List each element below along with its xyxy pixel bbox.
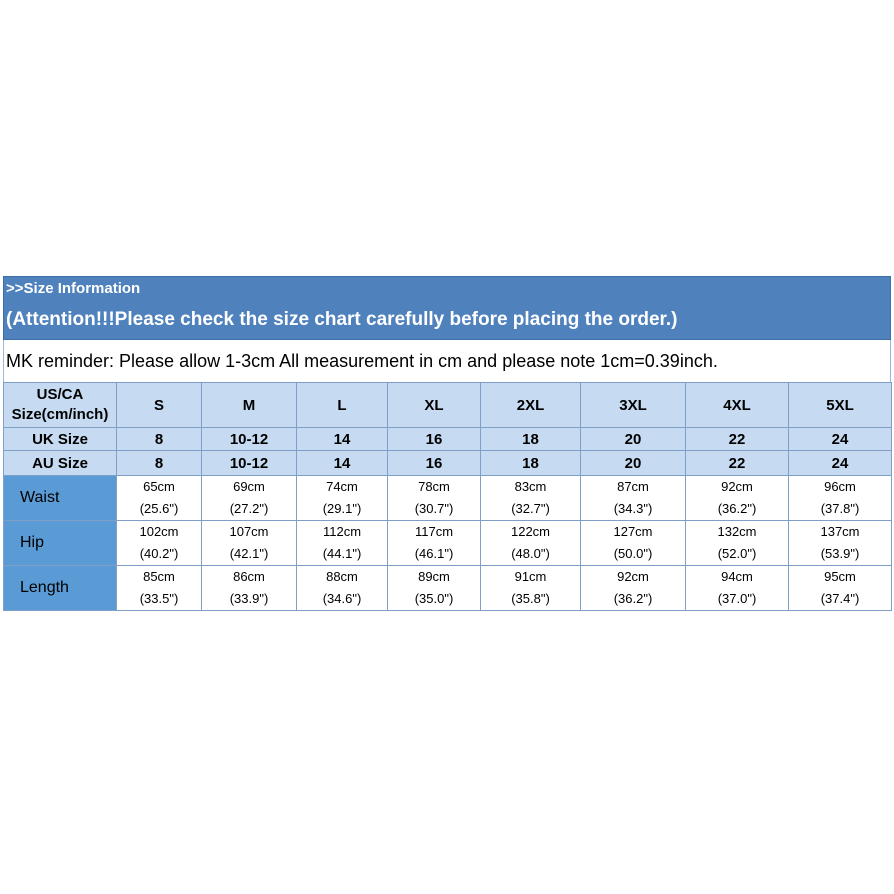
measurement-inch: (36.2") <box>613 591 653 606</box>
size-header-cell: 5XL <box>789 383 892 428</box>
au-size-cell: 8 <box>117 451 202 476</box>
measurement-cell <box>202 566 297 611</box>
measurement-inch: (30.7") <box>414 501 454 516</box>
measurement-inch: (36.2") <box>717 501 757 516</box>
measurement-cm: 65cm <box>143 479 175 494</box>
measurement-cm: 132cm <box>717 524 757 539</box>
au-size-cell: 16 <box>388 451 481 476</box>
measurement-inch: (35.0") <box>414 591 454 606</box>
measurement-cm: 89cm <box>418 569 450 584</box>
measurement-label: Length <box>4 566 117 611</box>
measurement-cell <box>481 476 581 521</box>
measurement-row-hip <box>4 521 892 566</box>
uk-size-cell: 10-12 <box>202 428 297 451</box>
au-size-cell: 18 <box>481 451 581 476</box>
measurement-cm: 112cm <box>322 524 362 539</box>
size-header-cell: XL <box>388 383 481 428</box>
measurement-cell <box>388 521 481 566</box>
measurement-inch: (33.9") <box>229 591 269 606</box>
measurement-label: Hip <box>4 521 117 566</box>
measurement-row-waist <box>4 476 892 521</box>
measurement-cm: 78cm <box>418 479 450 494</box>
measurement-cm: 107cm <box>229 524 269 539</box>
measurement-cell <box>686 566 789 611</box>
size-header-cell: 2XL <box>481 383 581 428</box>
measurement-cm: 91cm <box>514 569 547 584</box>
measurement-cm: 122cm <box>510 524 551 539</box>
measurement-inch: (48.0") <box>511 546 550 561</box>
measurement-cm: 69cm <box>233 479 265 494</box>
measurement-cm: 85cm <box>143 569 175 584</box>
measurement-rows <box>4 476 892 611</box>
measurement-cell <box>581 476 686 521</box>
measurement-inch: (33.5") <box>139 591 179 606</box>
attention-notice: (Attention!!!Please check the size chart carefully before placing the order.) <box>6 309 678 330</box>
measurement-inch: (35.8") <box>511 591 550 606</box>
au-size-cell: 20 <box>581 451 686 476</box>
measurement-cell <box>481 521 581 566</box>
uk-size-label: UK Size <box>4 428 117 451</box>
measurement-inch: (27.2") <box>229 501 269 516</box>
measurement-cm: 92cm <box>617 569 649 584</box>
measurement-cm: 137cm <box>820 524 860 539</box>
measurement-inch: (46.1") <box>414 546 454 561</box>
measurement-inch: (25.6") <box>139 501 179 516</box>
measurement-cell <box>297 566 388 611</box>
uk-size-cell: 18 <box>481 428 581 451</box>
measurement-inch: (32.7") <box>511 501 550 516</box>
au-size-label: AU Size <box>4 451 117 476</box>
measurement-cell <box>117 476 202 521</box>
measurement-cm: 88cm <box>326 569 358 584</box>
uk-size-cell: 14 <box>297 428 388 451</box>
measurement-cm: 95cm <box>824 569 856 584</box>
measurement-cm: 127cm <box>613 524 653 539</box>
size-header-cell: 4XL <box>686 383 789 428</box>
measurement-inch: (40.2") <box>139 546 179 561</box>
uk-size-cell: 22 <box>686 428 789 451</box>
measurement-cm: 92cm <box>721 479 753 494</box>
au-size-row <box>4 451 892 476</box>
measurement-inch: (53.9") <box>820 546 860 561</box>
measurement-inch: (37.0") <box>717 591 757 606</box>
measurement-row-length <box>4 566 892 611</box>
measurement-cell <box>789 521 892 566</box>
us-size-row <box>4 383 892 428</box>
measurement-label: Waist <box>4 476 117 521</box>
measurement-cm: 96cm <box>824 479 856 494</box>
measurement-cell <box>388 476 481 521</box>
measurement-reminder: MK reminder: Please allow 1-3cm All measurement in cm and please note 1cm=0.39inch. <box>3 340 891 382</box>
measurement-cell <box>686 521 789 566</box>
measurement-cell <box>581 566 686 611</box>
measurement-cell <box>117 521 202 566</box>
measurement-cm: 87cm <box>617 479 649 494</box>
uk-size-cell: 16 <box>388 428 481 451</box>
measurement-cm: 94cm <box>721 569 753 584</box>
measurement-cell <box>388 566 481 611</box>
au-size-cell: 24 <box>789 451 892 476</box>
measurement-cell <box>686 476 789 521</box>
size-table <box>3 382 892 611</box>
au-size-cell: 10-12 <box>202 451 297 476</box>
uk-size-row <box>4 428 892 451</box>
uk-size-cell: 24 <box>789 428 892 451</box>
measurement-cm: 117cm <box>414 524 454 539</box>
measurement-cm: 102cm <box>139 524 179 539</box>
size-header-cell: S <box>117 383 202 428</box>
measurement-cell <box>297 521 388 566</box>
us-size-label-line1: US/CA <box>36 386 84 403</box>
measurement-cell <box>202 476 297 521</box>
measurement-cm: 74cm <box>326 479 358 494</box>
size-header-cell: 3XL <box>581 383 686 428</box>
measurement-cell <box>581 521 686 566</box>
us-size-label <box>4 383 117 428</box>
measurement-inch: (42.1") <box>229 546 269 561</box>
size-chart <box>3 276 891 611</box>
measurement-cell <box>481 566 581 611</box>
uk-size-cell: 8 <box>117 428 202 451</box>
measurement-inch: (52.0") <box>717 546 757 561</box>
measurement-cell <box>297 476 388 521</box>
measurement-inch: (34.6") <box>322 591 362 606</box>
size-info-banner <box>3 276 891 340</box>
measurement-inch: (50.0") <box>613 546 653 561</box>
measurement-cm: 83cm <box>514 479 547 494</box>
us-size-label-line2: Size(cm/inch) <box>11 406 109 423</box>
size-info-title: >>Size Information <box>6 280 141 297</box>
au-size-cell: 22 <box>686 451 789 476</box>
measurement-inch: (37.4") <box>820 591 860 606</box>
size-header-cell: M <box>202 383 297 428</box>
measurement-cell <box>202 521 297 566</box>
size-table-body <box>4 383 892 476</box>
measurement-cell <box>789 566 892 611</box>
measurement-inch: (34.3") <box>613 501 653 516</box>
measurement-inch: (37.8") <box>820 501 860 516</box>
size-header-cell: L <box>297 383 388 428</box>
measurement-cm: 86cm <box>233 569 265 584</box>
au-size-cell: 14 <box>297 451 388 476</box>
measurement-cell <box>117 566 202 611</box>
measurement-inch: (44.1") <box>322 546 362 561</box>
measurement-inch: (29.1") <box>322 501 362 516</box>
uk-size-cell: 20 <box>581 428 686 451</box>
measurement-cell <box>789 476 892 521</box>
